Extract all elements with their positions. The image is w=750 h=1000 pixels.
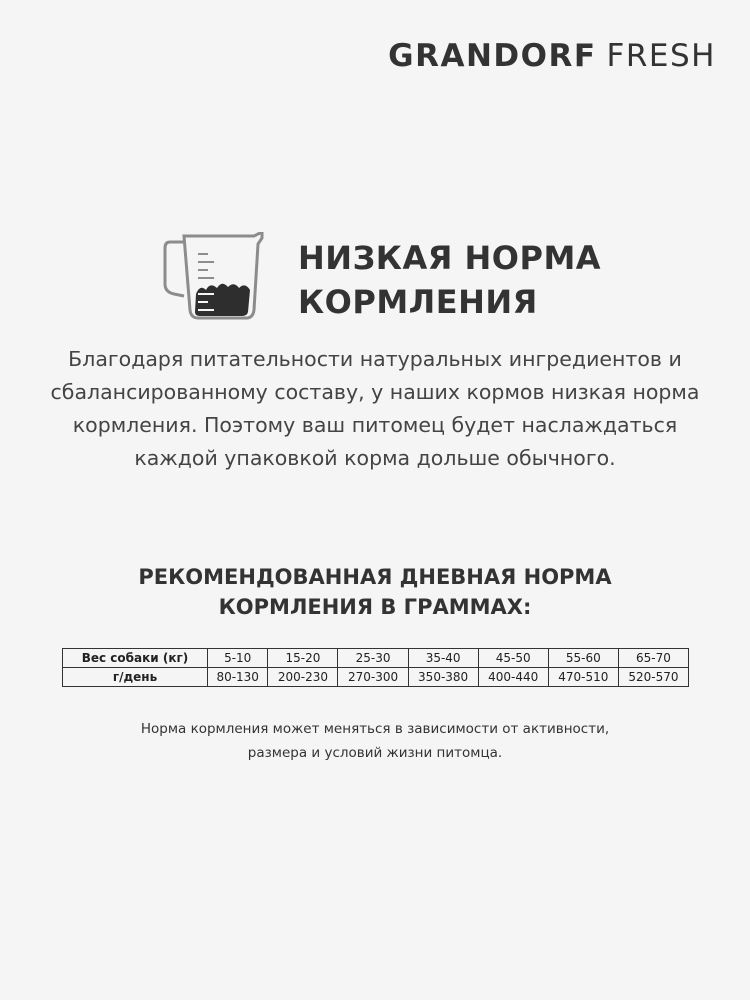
intro-line: каждой упаковкой корма дольше обычного. (134, 446, 616, 470)
table-cell: 45-50 (478, 649, 548, 668)
table-cell: 55-60 (548, 649, 618, 668)
hero-title-line: КОРМЛЕНИЯ (298, 283, 538, 321)
intro-paragraph (40, 343, 710, 475)
row-header-grams: г/день (63, 668, 208, 687)
table-cell: 25-30 (338, 649, 408, 668)
rec-title-line: КОРМЛЕНИЯ В ГРАММАХ: (218, 595, 532, 619)
table-cell: 470-510 (548, 668, 618, 687)
recommended-norm-title (40, 562, 710, 622)
row-header-weight: Вес собаки (кг) (63, 649, 208, 668)
table-row-grams (63, 668, 689, 687)
brand-logo (388, 38, 716, 74)
intro-line: Благодаря питательности натуральных ингредиентов и (68, 347, 682, 371)
brand-name-bold: GRANDORF (388, 38, 597, 74)
table-cell: 5-10 (208, 649, 268, 668)
measuring-jug-icon (162, 232, 272, 322)
table-cell: 400-440 (478, 668, 548, 687)
table-cell: 65-70 (618, 649, 688, 668)
table-cell: 270-300 (338, 668, 408, 687)
hero-section (162, 232, 601, 324)
rec-title-line: РЕКОМЕНДОВАННАЯ ДНЕВНАЯ НОРМА (138, 565, 612, 589)
footnote-line: Норма кормления может меняться в зависимости от активности, (140, 721, 610, 737)
hero-title (298, 236, 601, 324)
intro-line: кормления. Поэтому ваш питомец будет наслаждаться (72, 413, 678, 437)
table-cell: 80-130 (208, 668, 268, 687)
table-cell: 350-380 (408, 668, 478, 687)
footnote-line: размера и условий жизни питомца. (247, 745, 503, 761)
hero-title-line: НИЗКАЯ НОРМА (298, 239, 602, 277)
table-cell: 520-570 (618, 668, 688, 687)
table-row-weight (63, 649, 689, 668)
footnote (40, 717, 710, 765)
intro-line: сбалансированному составу, у наших кормов низкая норма (50, 380, 700, 404)
table-cell: 200-230 (268, 668, 338, 687)
table-cell: 15-20 (268, 649, 338, 668)
table-cell: 35-40 (408, 649, 478, 668)
feeding-norm-table (62, 648, 689, 687)
brand-name-light: FRESH (606, 38, 716, 74)
